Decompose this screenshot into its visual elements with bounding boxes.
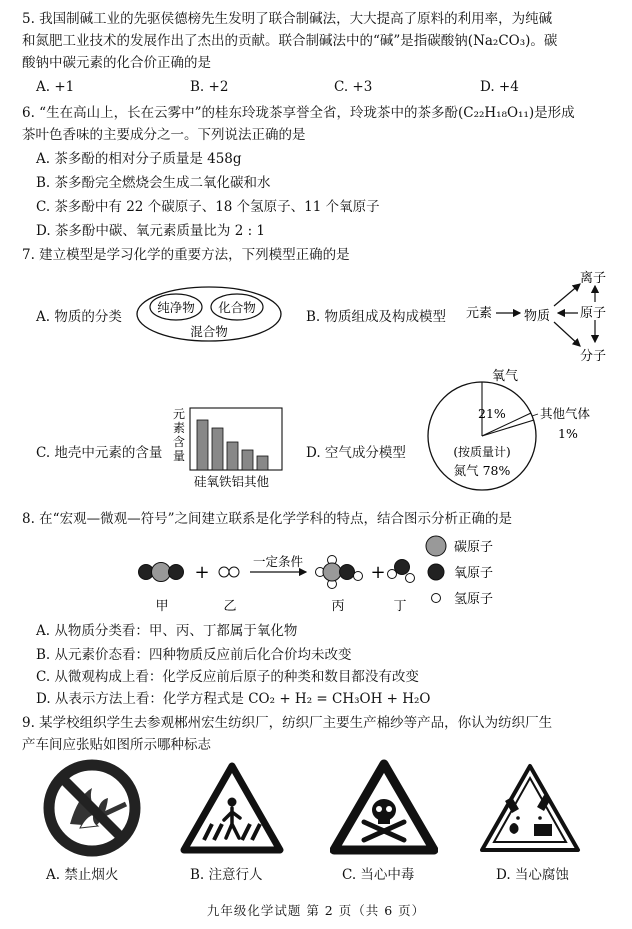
hydrogen-atom xyxy=(354,572,363,581)
ylabel-char-2: 素 xyxy=(172,421,186,435)
label-yi: 乙 xyxy=(223,599,237,614)
sign-d-caption: D. 当心腐蚀 xyxy=(496,867,569,883)
q7-c-label: C. 地壳中元素的含量 xyxy=(36,445,163,461)
label-jia: 甲 xyxy=(155,599,169,614)
q8-option-a: A. 从物质分类看：甲、丙、丁都属于氧化物 xyxy=(36,623,298,639)
q8-option-b: B. 从元素价态看：四种物质反应前后化合价均未改变 xyxy=(36,647,352,663)
q9-line2: 产车间应张贴如图所示哪种标志 xyxy=(22,737,211,753)
carbon-atom xyxy=(152,563,171,582)
pedestrian-warning-sign-icon xyxy=(180,760,284,856)
q7-line1: 7. 建立模型是学习化学的重要方法，下列模型正确的是 xyxy=(22,247,350,263)
q5-line3: 酸钠中碳元素的化合价正确的是 xyxy=(22,55,211,71)
hydrogen-atom xyxy=(219,567,229,577)
pure-substance-label: 纯净物 xyxy=(157,300,195,315)
bar-silicon xyxy=(197,420,208,470)
atom-label: 原子 xyxy=(580,306,607,321)
q5-option-d: D. +4 xyxy=(480,79,519,95)
xlabel: 硅氧铁铝其他 xyxy=(194,474,270,489)
composition-model-diagram xyxy=(462,264,622,368)
plus-sign: + xyxy=(194,562,210,583)
poison-warning-sign-icon xyxy=(330,758,438,856)
legend-carbon: 碳原子 xyxy=(454,540,494,555)
ion-label: 离子 xyxy=(580,271,607,286)
q9-line1: 9. 某学校组织学生去参观郴州宏生纺织厂，纺织厂主要生产棉纱等产品，你认为纺织厂生 xyxy=(22,715,553,731)
legend-hydrogen-icon xyxy=(432,594,441,603)
molecule-label: 分子 xyxy=(580,349,607,364)
mass-note: (按质量计) xyxy=(453,445,511,459)
condition-label: 一定条件 xyxy=(252,554,304,569)
carbon-atom xyxy=(323,563,341,581)
q8-option-c: C. 从微观构成上看：化学反应前后原子的种类和数目都没有改变 xyxy=(36,669,419,685)
other-gas-label: 其他气体 xyxy=(540,406,591,421)
hydrogen-atom xyxy=(229,567,239,577)
q5-option-a: A. +1 xyxy=(36,79,75,95)
label-bing: 丙 xyxy=(331,599,345,614)
q6-line1: 6. “生在高山上，长在云雾中”的桂东玲珑茶享誉全省，玲珑茶中的茶多酚(C₂₂H₁₈O₁₁)是形成 xyxy=(22,105,575,121)
substance-label: 物质 xyxy=(524,309,551,324)
q8-option-d: D. 从表示方法上看：化学方程式是 CO₂ + H₂ = CH₃OH + H₂O xyxy=(36,691,431,707)
q7-b-label: B. 物质组成及构成模型 xyxy=(306,309,447,325)
oxygen-atom xyxy=(395,560,410,575)
q6-option-d: D. 茶多酚中碳、氧元素质量比为 2 : 1 xyxy=(36,223,266,239)
q6-line2: 茶叶色香味的主要成分之一。下列说法正确的是 xyxy=(22,127,306,143)
oxygen-percent: 21% xyxy=(478,406,506,421)
oxygen-atom xyxy=(340,565,355,580)
q6-option-b: B. 茶多酚完全燃烧会生成二氧化碳和水 xyxy=(36,175,271,191)
atom-legend xyxy=(418,532,528,612)
oxygen-atom xyxy=(169,565,184,580)
q5-line1: 5. 我国制碱工业的先驱侯德榜先生发明了联合制碱法，大大提高了原料的利用率，为纯碱 xyxy=(22,11,553,27)
q7-a-label: A. 物质的分类 xyxy=(36,309,122,325)
corrosion-warning-sign-icon xyxy=(478,760,582,856)
q8-line1: 8. 在“宏观—微观—符号”之间建立联系是化学学科的特点，结合图示分析正确的是 xyxy=(22,511,512,527)
ylabel-char-1: 元 xyxy=(172,407,186,421)
label-ding: 丁 xyxy=(393,599,407,614)
compound-label: 化合物 xyxy=(218,300,256,315)
bar-oxygen xyxy=(212,428,223,470)
oxygen-label: 氧气 xyxy=(492,369,519,384)
element-label: 元素 xyxy=(466,306,493,321)
sign-b-caption: B. 注意行人 xyxy=(190,867,263,883)
other-gas-percent: 1% xyxy=(558,426,578,441)
bar-iron xyxy=(227,442,238,470)
legend-carbon-icon xyxy=(426,536,446,556)
bar-aluminum xyxy=(242,450,253,470)
crust-content-chart xyxy=(170,404,286,490)
legend-oxygen-icon xyxy=(428,564,444,580)
legend-hydrogen: 氢原子 xyxy=(454,592,494,607)
q6-option-a: A. 茶多酚的相对分子质量是 458g xyxy=(36,151,242,167)
ylabel-char-4: 量 xyxy=(172,449,186,463)
bar-other xyxy=(257,456,268,470)
q6-option-c: C. 茶多酚中有 22 个碳原子、18 个氢原子、11 个氧原子 xyxy=(36,199,380,215)
plus-sign: + xyxy=(370,562,386,583)
sign-c-caption: C. 当心中毒 xyxy=(342,867,415,883)
nitrogen-label: 氮气 78% xyxy=(453,463,511,478)
q5-option-c: C. +3 xyxy=(334,79,373,95)
q5-line2: 和氮肥工业技术的发展作出了杰出的贡献。联合制碱法中的“碱”是指碳酸钠(Na₂CO₃)。碳 xyxy=(22,33,558,49)
q7-d-label: D. 空气成分模型 xyxy=(306,445,406,461)
hydrogen-atom xyxy=(406,574,415,583)
air-composition-pie xyxy=(420,366,620,496)
q5-option-b: B. +2 xyxy=(190,79,229,95)
legend-oxygen: 氧原子 xyxy=(454,566,494,581)
mixture-label: 混合物 xyxy=(190,324,228,339)
page-footer: 九年级化学试题 第 2 页（共 6 页） xyxy=(206,903,426,918)
ylabel-char-3: 含 xyxy=(172,435,186,449)
classification-diagram xyxy=(134,284,284,344)
sign-a-caption: A. 禁止烟火 xyxy=(46,867,119,883)
no-fire-sign-icon xyxy=(40,758,144,858)
